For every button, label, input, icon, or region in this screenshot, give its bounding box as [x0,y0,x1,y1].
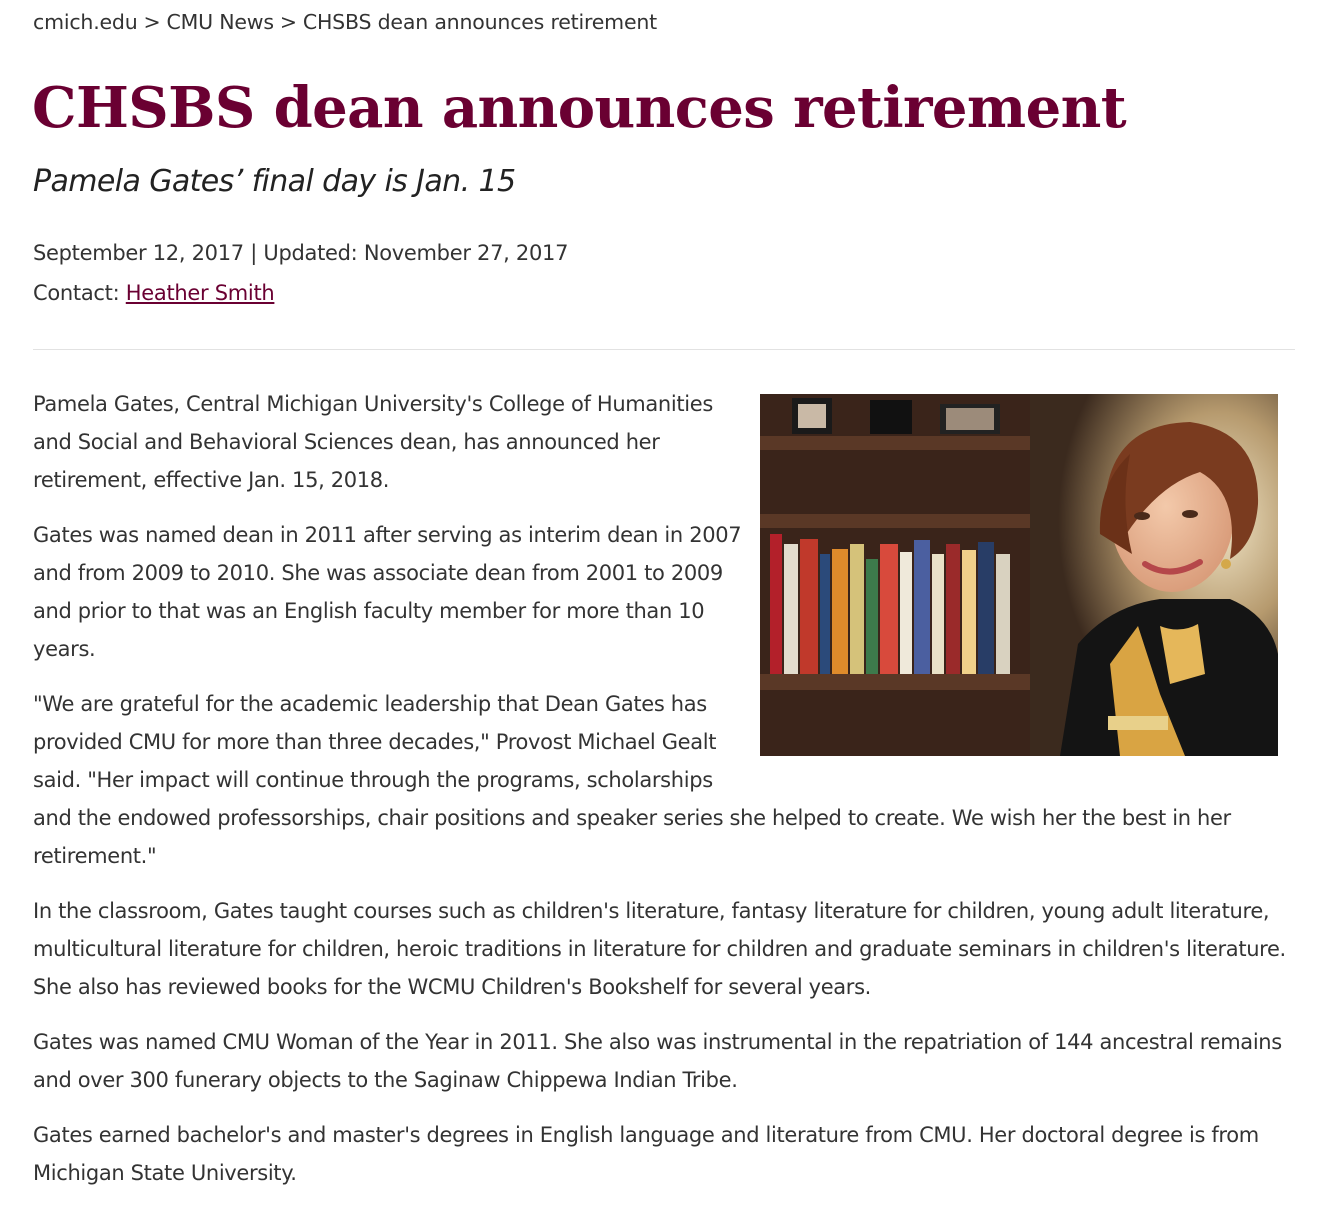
breadcrumb [33,10,657,34]
article-paragraph: Pamela Gates, Central Michigan University's College of Humanities and Social and Behavioral Sciences dean, has announced her retirement, effective Jan. 15, 2018. [33,392,713,492]
article-paragraph: Gates earned bachelor's and master's degrees in English language and literature from CMU. Her doctoral degree is from Michigan State University. [33,1123,1259,1185]
page-title: CHSBS dean announces retirement [32,75,1126,141]
page-subtitle: Pamela Gates’ final day is Jan. 15 [33,164,516,199]
article-paragraph: Gates was named dean in 2011 after serving as interim dean in 2007 and from 2009 to 2010. She was associate dean from 2001 to 2009 and prior to that was an English faculty member for more than 10 years. [33,523,742,661]
article-paragraph: In the classroom, Gates taught courses such as children's literature, fantasy literature for children, young adult literature, multicultural literature for children, heroic traditions in literature for children and graduate seminars in children's literature. She also has reviewed books for the WCMU Children's Bookshelf for several years. [33,899,1286,999]
article-contact [33,276,568,316]
article-dates: September 12, 2017 | Updated: November 27, 2017 [33,241,569,265]
article-paragraph: "We are grateful for the academic leadership that Dean Gates has provided CMU for more than three decades," Provost Michael Gealt said. "Her impact will continue through the programs, scholarships and the endowed professorships, chair positions and speaker series she helped to create. We wish her the best in her retirement." [33,692,1231,868]
article-paragraph: Gates was named CMU Woman of the Year in 2011. She also was instrumental in the repatriation of 144 ancestral remains and over 300 funerary objects to the Saginaw Chippewa Indian Tribe. [33,1030,1282,1092]
breadcrumb-link-home[interactable]: cmich.edu [33,10,138,34]
contact-label: Contact: [33,281,126,305]
divider [33,349,1295,350]
breadcrumb-separator: > [279,10,297,34]
article-meta [33,236,568,316]
breadcrumb-separator: > [143,10,161,34]
dean-portrait-photo [760,394,1278,756]
breadcrumb-link-news[interactable]: CMU News [166,10,274,34]
contact-link[interactable]: Heather Smith [125,281,275,305]
breadcrumb-current: CHSBS dean announces retirement [302,10,657,34]
article-body [33,385,1295,1209]
